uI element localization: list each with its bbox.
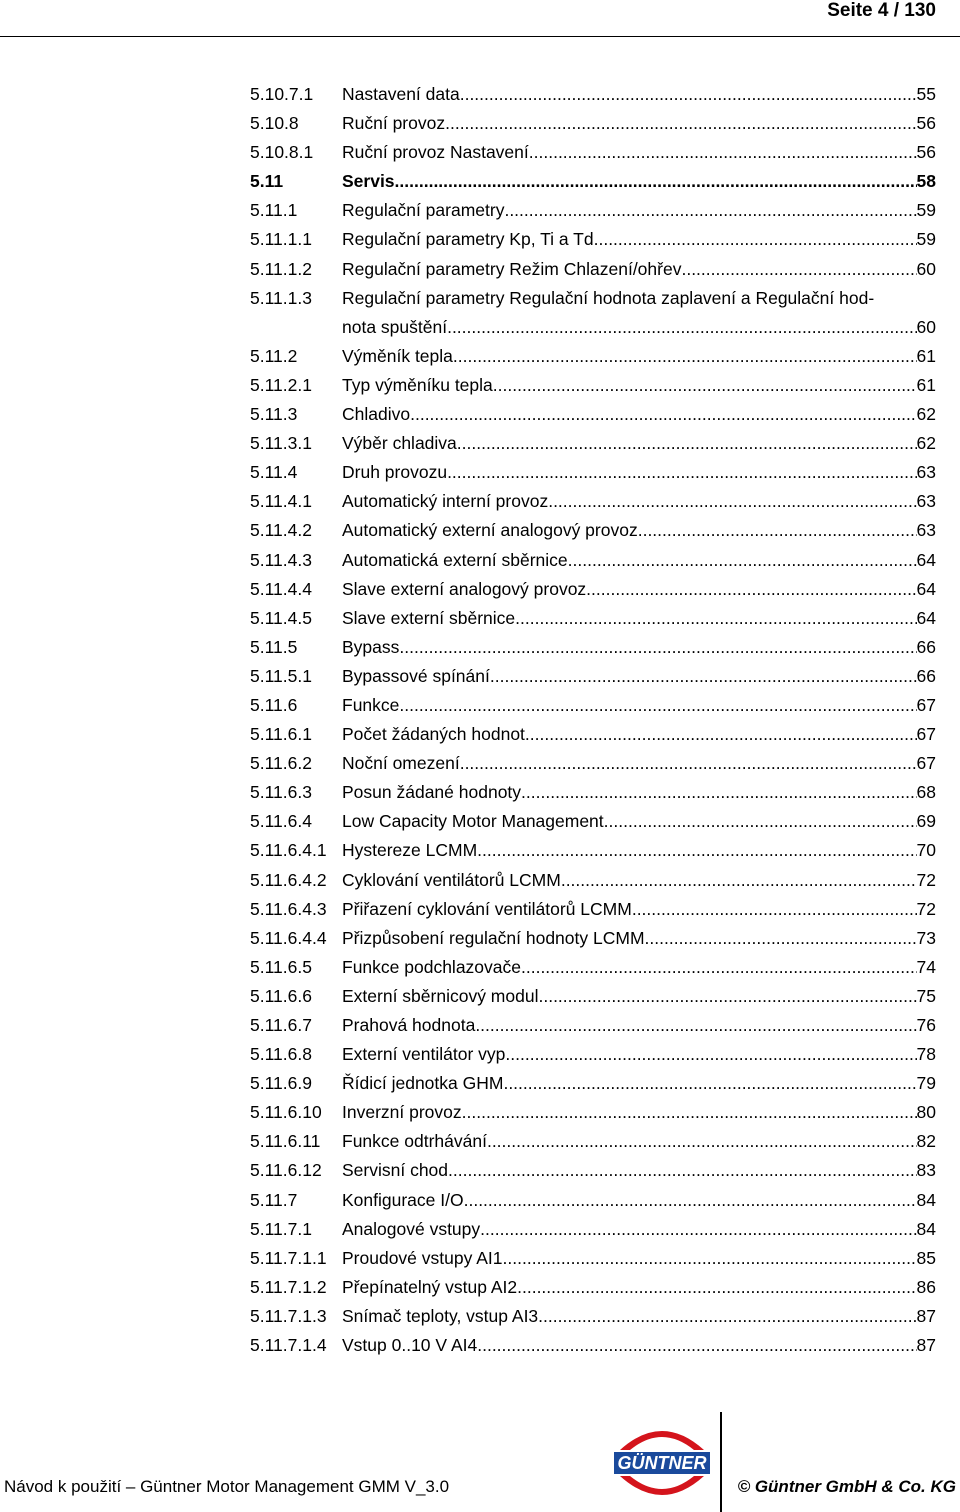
toc-entry-title: [342, 1156, 917, 1185]
toc-entry-text: Bypassové spínání: [342, 665, 490, 686]
toc-entry[interactable]: [250, 575, 936, 604]
toc-dot-leader: [477, 836, 916, 865]
toc-entry-page: 63: [916, 520, 936, 541]
toc-entry-title-line2: nota spuštění: [342, 316, 448, 337]
toc-entry-page: 84: [916, 1218, 936, 1239]
toc-entry[interactable]: [250, 1331, 936, 1360]
toc-dot-leader: [517, 1273, 916, 1302]
toc-entry-page: 67: [916, 753, 936, 774]
toc-entry-page: 60: [916, 258, 936, 279]
toc-entry-text: Funkce: [342, 694, 400, 715]
toc-dot-leader: [447, 313, 916, 342]
toc-dot-leader: [399, 633, 916, 662]
toc-entry-text: Typ výměníku tepla: [342, 374, 493, 395]
toc-entry[interactable]: [250, 691, 936, 720]
toc-dot-leader: [521, 778, 916, 807]
toc-entry-page: 64: [916, 578, 936, 599]
toc-entry-number: 5.11.6.1: [250, 724, 312, 745]
toc-entry-page: 59: [916, 200, 936, 221]
toc-entry-text: Výměník tepla: [342, 345, 453, 366]
toc-entry-page: 84: [916, 1189, 936, 1210]
toc-entry-number: 5.11.7.1.2: [250, 1276, 327, 1297]
toc-entry-number: 5.11.4.1: [250, 491, 312, 512]
toc-entry-page: 80: [916, 1102, 936, 1123]
toc-entry-page: 62: [916, 433, 936, 454]
toc-entry-text: Regulační parametry Režim Chlazení/ohřev: [342, 258, 682, 279]
toc-entry-page: 68: [916, 782, 936, 803]
toc-entry-page: 66: [916, 636, 936, 657]
toc-entry-number: 5.11.1.1: [250, 229, 312, 250]
toc-entry-number: 5.11.6.8: [250, 1044, 312, 1065]
toc-entry-page: 67: [916, 694, 936, 715]
toc-entry[interactable]: [250, 1273, 936, 1302]
toc-entry-page: 82: [916, 1131, 936, 1152]
toc-entry[interactable]: [250, 516, 936, 545]
toc-entry[interactable]: [250, 1215, 936, 1244]
toc-entry-text: Servis: [342, 171, 395, 192]
toc-entry-number: 5.11.6.4.3: [250, 898, 327, 919]
toc-entry-page: 61: [916, 345, 936, 366]
toc-entry-text: Noční omezení: [342, 753, 460, 774]
toc-entry-page: 69: [916, 811, 936, 832]
toc-entry-number: 5.10.8: [250, 113, 299, 134]
toc-entry-page: 83: [916, 1160, 936, 1181]
toc-entry-text: Přepínatelný vstup AI2: [342, 1276, 518, 1297]
toc-entry-number: 5.11.6.10: [250, 1102, 322, 1123]
toc-entry[interactable]: [250, 371, 936, 400]
toc-entry-title: [342, 1331, 917, 1360]
toc-entry-number: 5.11.6: [250, 694, 298, 715]
toc-entry-text: Regulační parametry: [342, 200, 505, 221]
toc-entry[interactable]: [250, 487, 936, 516]
toc-entry[interactable]: [250, 225, 936, 254]
toc-entry-page: 74: [916, 956, 936, 977]
toc-entry-number: 5.11.6.6: [250, 985, 312, 1006]
toc-entry-title: [342, 225, 917, 254]
toc-dot-leader: [503, 1244, 917, 1273]
toc-entry-title: [342, 167, 917, 196]
toc-entry-title: [342, 982, 917, 1011]
toc-entry-number: 5.11.6.2: [250, 753, 312, 774]
toc-entry-page: 63: [916, 462, 936, 483]
toc-entry[interactable]: [250, 982, 936, 1011]
toc-entry-title: [342, 80, 917, 109]
toc-entry-text: Funkce odtrhávání: [342, 1131, 487, 1152]
toc-dot-leader: [538, 982, 916, 1011]
toc-entry-number: 5.11: [250, 171, 284, 192]
toc-entry[interactable]: [250, 720, 936, 749]
toc-entry-page: 76: [916, 1015, 936, 1035]
toc-dot-leader: [529, 138, 917, 167]
toc-entry-text: Proudové vstupy AI1: [342, 1247, 503, 1268]
toc-entry-text: Analogové vstupy: [342, 1218, 481, 1239]
toc-dot-leader: [460, 749, 917, 778]
toc-entry-number: 5.11.5.1: [250, 665, 312, 686]
toc-dot-leader: [475, 1011, 916, 1040]
toc-entry-page: 59: [916, 229, 936, 250]
toc-dot-leader: [681, 255, 916, 284]
toc-entry-number: 5.11.7.1.1: [250, 1247, 327, 1268]
toc-entry[interactable]: [250, 284, 936, 342]
toc-entry[interactable]: [250, 953, 936, 982]
toc-entry-text: Nastavení data: [342, 84, 460, 104]
toc-entry-page: 75: [916, 985, 936, 1006]
toc-entry[interactable]: [250, 1186, 936, 1215]
toc-entry-number: 5.10.8.1: [250, 142, 314, 163]
guentner-logo: [610, 1420, 714, 1504]
toc-entry-number: 5.11.6.9: [250, 1073, 312, 1094]
toc-entry[interactable]: [250, 895, 936, 924]
toc-dot-leader: [504, 196, 916, 225]
toc-entry-text: Automatický externí analogový provoz: [342, 520, 638, 541]
toc-entry-title: [342, 633, 917, 662]
toc-entry-number: 5.11.7: [250, 1189, 298, 1210]
toc-entry-title-line1: Regulační parametry Regulační hodnota zaplavení a Regulační hod-: [342, 287, 875, 308]
toc-dot-leader: [604, 807, 917, 836]
toc-entry[interactable]: [250, 1302, 936, 1331]
toc-dot-leader: [568, 546, 917, 575]
footer-document-title: Návod k použití – Güntner Motor Management GMM V_3.0: [4, 1477, 450, 1496]
toc-entry-number: 5.11.6.4: [250, 811, 312, 832]
toc-entry[interactable]: [250, 167, 936, 196]
toc-entry-page: 72: [916, 898, 936, 919]
toc-entry[interactable]: [250, 749, 936, 778]
toc-dot-leader: [645, 924, 917, 953]
toc-entry-text: Bypass: [342, 636, 400, 657]
toc-entry-number: 5.11.7.1.4: [250, 1335, 327, 1356]
toc-dot-leader: [464, 1186, 917, 1215]
toc-entry-page: 56: [916, 142, 936, 163]
footer-copyright: © Güntner GmbH & Co. KG: [737, 1477, 956, 1496]
toc-entry-text: Cyklování ventilátorů LCMM: [342, 869, 561, 890]
toc-entry[interactable]: [250, 196, 936, 225]
toc-entry-number: 5.10.7.1: [250, 84, 314, 104]
toc-entry[interactable]: [250, 1069, 936, 1098]
toc-entry-title: [342, 604, 917, 633]
toc-entry-number: 5.11.4.5: [250, 607, 312, 628]
toc-entry[interactable]: [250, 1098, 936, 1127]
toc-entry-title: [342, 400, 917, 429]
toc-entry-number: 5.11.6.4.4: [250, 927, 327, 948]
toc-entry-title: [342, 807, 917, 836]
toc-entry-number: 5.11.6.3: [250, 782, 312, 803]
toc-entry-title: [342, 342, 917, 371]
toc-entry[interactable]: [250, 633, 936, 662]
toc-entry-title: [342, 255, 917, 284]
toc-entry-page: 87: [916, 1305, 936, 1326]
toc-entry-page: 79: [916, 1073, 936, 1094]
toc-entry[interactable]: [250, 1040, 936, 1069]
toc-entry-number: 5.11.4.4: [250, 578, 312, 599]
toc-entry-page: 63: [916, 491, 936, 512]
toc-entry[interactable]: [250, 836, 936, 865]
toc-entry-page: 85: [916, 1247, 936, 1268]
toc-entry[interactable]: [250, 1127, 936, 1156]
toc-entry-text: Druh provozu: [342, 462, 448, 483]
toc-entry-text: Výběr chladiva: [342, 433, 457, 454]
toc-entry-number: 5.11.6.11: [250, 1131, 321, 1152]
toc-entry-title: [342, 866, 917, 895]
toc-dot-leader: [457, 429, 917, 458]
toc-entry-text: Hystereze LCMM: [342, 840, 478, 861]
toc-entry-title: [342, 662, 917, 691]
toc-entry-number: 5.11.1.3: [250, 287, 312, 308]
toc-entry-title: [342, 109, 917, 138]
toc-entry[interactable]: [250, 255, 936, 284]
toc-entry-text: Externí sběrnicový modul: [342, 985, 539, 1006]
toc-entry-title: [342, 895, 917, 924]
toc-entry-title: [342, 1244, 917, 1273]
toc-entry-text: Snímač teploty, vstup AI3: [342, 1305, 539, 1326]
toc-entry[interactable]: [250, 109, 936, 138]
header-rule: [0, 36, 960, 37]
toc-entry[interactable]: [250, 546, 936, 575]
toc-dot-leader: [462, 1098, 917, 1127]
toc-entry-title: [342, 1040, 917, 1069]
toc-entry-title: [342, 720, 917, 749]
toc-entry-title: [342, 691, 917, 720]
toc-dot-leader: [632, 895, 917, 924]
toc-entry-page: 55: [916, 84, 936, 104]
toc-entry[interactable]: [250, 400, 936, 429]
toc-entry[interactable]: [250, 1156, 936, 1185]
toc-dot-leader: [399, 691, 916, 720]
toc-entry-number: 5.11.7.1: [250, 1218, 312, 1239]
toc-dot-leader: [460, 80, 917, 109]
toc-dot-leader: [447, 458, 916, 487]
toc-entry[interactable]: [250, 778, 936, 807]
toc-dot-leader: [477, 1331, 916, 1360]
toc-entry[interactable]: [250, 342, 936, 371]
toc-entry-text: Počet žádaných hodnot: [342, 724, 525, 745]
toc-entry-title: [342, 1069, 917, 1098]
toc-entry-text: Chladivo: [342, 404, 411, 425]
toc-entry-number: 5.11.3: [250, 404, 298, 425]
toc-entry-text: Ruční provoz: [342, 113, 446, 134]
toc-entry-text: Přizpůsobení regulační hodnoty LCMM: [342, 927, 645, 948]
toc-entry-text: Slave externí analogový provoz: [342, 578, 587, 599]
toc-entry-text: Vstup 0..10 V AI4: [342, 1335, 478, 1356]
toc-entry-title: [342, 836, 917, 865]
toc-entry-text: Prahová hodnota: [342, 1015, 476, 1035]
table-of-contents: [250, 80, 936, 1360]
toc-entry-title: [342, 924, 917, 953]
toc-dot-leader: [410, 400, 916, 429]
toc-dot-leader: [480, 1215, 916, 1244]
toc-entry-number: 5.11.4.3: [250, 549, 312, 570]
toc-dot-leader: [561, 866, 917, 895]
footer-divider: [720, 1412, 722, 1512]
toc-entry-text: Řídicí jednotka GHM: [342, 1073, 504, 1094]
toc-entry-page: 78: [916, 1044, 936, 1065]
toc-entry-title: [342, 138, 917, 167]
toc-entry-title: [342, 284, 917, 342]
toc-entry-text: Přiřazení cyklování ventilátorů LCMM: [342, 898, 632, 919]
toc-entry-title: [342, 1127, 917, 1156]
toc-entry-page: 72: [916, 869, 936, 890]
toc-entry-page: 62: [916, 404, 936, 425]
toc-entry-page: 56: [916, 113, 936, 134]
toc-entry-number: 5.11.6.7: [250, 1015, 312, 1035]
toc-entry-title: [342, 778, 917, 807]
toc-entry-page: 86: [916, 1276, 936, 1297]
toc-entry-number: 5.11.2.1: [250, 374, 312, 395]
toc-dot-leader: [586, 575, 916, 604]
page-number-header: Seite 4 / 130: [827, 0, 936, 21]
toc-entry-title: [342, 458, 917, 487]
toc-entry-number: 5.11.2: [250, 345, 298, 366]
toc-entry-text: Low Capacity Motor Management: [342, 811, 604, 832]
toc-entry-number: 5.11.6.4.2: [250, 869, 327, 890]
toc-dot-leader: [445, 109, 916, 138]
toc-entry-text: Konfigurace I/O: [342, 1189, 464, 1210]
toc-entry-page: 64: [916, 607, 936, 628]
toc-dot-leader: [638, 516, 917, 545]
toc-entry-title: [342, 546, 917, 575]
toc-dot-leader: [594, 225, 917, 254]
toc-dot-leader: [395, 167, 917, 196]
toc-entry-number: 5.11.1.2: [250, 258, 312, 279]
toc-dot-leader: [453, 342, 917, 371]
toc-entry-text: Ruční provoz Nastavení: [342, 142, 529, 163]
toc-entry-number: 5.11.1: [250, 200, 298, 221]
toc-entry-number: 5.11.6.4.1: [250, 840, 327, 861]
toc-entry-text: Posun žádané hodnoty: [342, 782, 522, 803]
toc-dot-leader: [503, 1069, 916, 1098]
toc-entry-title: [342, 487, 917, 516]
toc-entry-page: 60: [916, 316, 936, 337]
toc-dot-leader: [525, 720, 917, 749]
toc-dot-leader: [515, 604, 916, 633]
toc-entry-text: Servisní chod: [342, 1160, 449, 1181]
toc-dot-leader: [487, 1127, 917, 1156]
toc-entry-number: 5.11.6.5: [250, 956, 312, 977]
toc-entry-page: 66: [916, 665, 936, 686]
toc-entry[interactable]: [250, 138, 936, 167]
toc-entry-number: 5.11.4: [250, 462, 298, 483]
toc-dot-leader: [448, 1156, 917, 1185]
toc-entry-title: [342, 1302, 917, 1331]
toc-entry-page: 58: [916, 171, 936, 192]
toc-entry-number: 5.11.6.12: [250, 1160, 322, 1181]
toc-dot-leader: [548, 487, 916, 516]
toc-entry[interactable]: [250, 807, 936, 836]
toc-entry-number: 5.11.7.1.3: [250, 1305, 327, 1326]
toc-dot-leader: [490, 662, 917, 691]
toc-entry[interactable]: [250, 80, 936, 109]
toc-entry-number: 5.11.5: [250, 636, 298, 657]
toc-entry[interactable]: [250, 429, 936, 458]
toc-entry-text: Automatická externí sběrnice: [342, 549, 568, 570]
toc-entry-text: Regulační parametry Kp, Ti a Td: [342, 229, 594, 250]
toc-entry-title: [342, 953, 917, 982]
toc-entry-title: [342, 749, 917, 778]
toc-entry[interactable]: [250, 924, 936, 953]
toc-dot-leader: [521, 953, 917, 982]
toc-entry-title: [342, 1186, 917, 1215]
toc-entry-title: [342, 1098, 917, 1127]
toc-entry-title: [342, 1273, 917, 1302]
toc-entry-title: [342, 1011, 917, 1040]
toc-entry[interactable]: [250, 662, 936, 691]
toc-entry[interactable]: [250, 604, 936, 633]
toc-entry-text: Inverzní provoz: [342, 1102, 462, 1123]
toc-entry-text: Funkce podchlazovače: [342, 956, 521, 977]
toc-entry[interactable]: [250, 866, 936, 895]
toc-entry-title: [342, 429, 917, 458]
toc-entry-text: Externí ventilátor vyp.: [342, 1044, 511, 1065]
toc-entry-title: [342, 1215, 917, 1244]
logo-text: GÜNTNER: [617, 1453, 707, 1473]
toc-entry-page: 70: [916, 840, 936, 861]
toc-entry-text: Slave externí sběrnice: [342, 607, 516, 628]
toc-dot-leader: [510, 1040, 916, 1069]
toc-entry-page: 87: [916, 1335, 936, 1356]
toc-entry-number: 5.11.3.1: [250, 433, 312, 454]
toc-entry-title: [342, 371, 917, 400]
toc-entry-number: 5.11.4.2: [250, 520, 312, 541]
toc-entry-text: Automatický interní provoz: [342, 491, 549, 512]
toc-entry[interactable]: [250, 1011, 936, 1040]
toc-entry[interactable]: [250, 1244, 936, 1273]
toc-entry[interactable]: [250, 458, 936, 487]
toc-dot-leader: [538, 1302, 916, 1331]
toc-dot-leader: [493, 371, 917, 400]
toc-entry-page: 67: [916, 724, 936, 745]
toc-entry-page: 73: [916, 927, 936, 948]
toc-entry-page: 61: [916, 374, 936, 395]
toc-entry-title: [342, 516, 917, 545]
toc-entry-page: 64: [916, 549, 936, 570]
toc-entry-title: [342, 575, 917, 604]
toc-entry-title: [342, 196, 917, 225]
